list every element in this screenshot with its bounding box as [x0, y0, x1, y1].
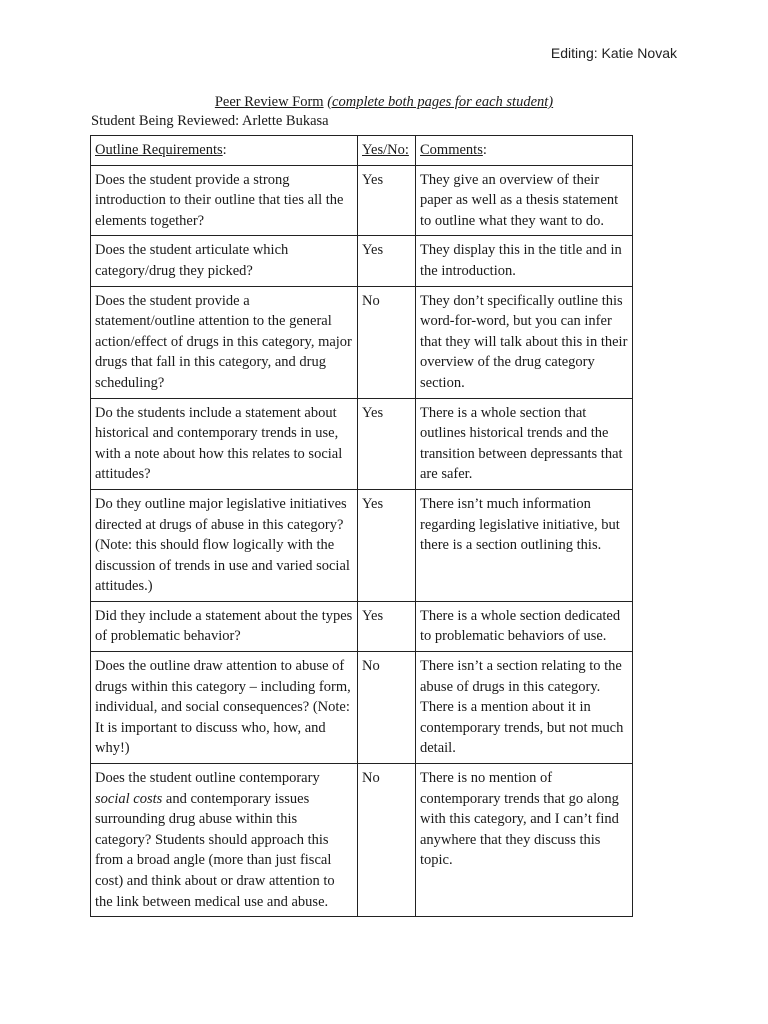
student-being-reviewed: Student Being Reviewed: Arlette Bukasa: [91, 113, 329, 129]
table-row: [91, 165, 633, 236]
requirement-question: Does the outline draw attention to abuse of drugs within this category – including form, individual, and social consequences? (Note: It is important to discuss who, how, and why!): [91, 652, 358, 764]
yes-no-answer: No: [358, 286, 416, 398]
yes-no-answer: Yes: [358, 236, 416, 286]
reviewer-comment: They don’t specifically outline this word-for-word, but you can infer that they will talk about this in their overview of the drug category section.: [416, 286, 633, 398]
header-outline-requirements: Outline Requirements:: [91, 136, 358, 166]
reviewer-comment: There is a whole section that outlines historical trends and the transition between depressants that are safer.: [416, 398, 633, 489]
form-title: [0, 94, 768, 111]
header-comments: Comments:: [416, 136, 633, 166]
header-yes-no: Yes/No:: [358, 136, 416, 166]
form-title-instructions: (complete both pages for each student): [327, 94, 554, 110]
yes-no-answer: Yes: [358, 601, 416, 651]
form-title-main: Peer Review Form: [214, 94, 324, 110]
reviewer-comment: They display this in the title and in the introduction.: [416, 236, 633, 286]
requirement-question: Do the students include a statement about historical and contemporary trends in use, with a note about how this relates to social attitudes?: [91, 398, 358, 489]
yes-no-answer: Yes: [358, 398, 416, 489]
requirement-question: Do they outline major legislative initiatives directed at drugs of abuse in this category? (Note: this should flow logically with the discussion of trends in use and varied social attitudes.): [91, 489, 358, 601]
reviewer-comment: There is no mention of contemporary trends that go along with this category, and I can’t find anywhere that they discuss this topic.: [416, 764, 633, 917]
table-row: [91, 764, 633, 917]
peer-review-table: [90, 135, 633, 917]
table-row: [91, 601, 633, 651]
table-row: [91, 652, 633, 764]
requirement-question: Does the student outline contemporary social costs and contemporary issues surrounding drug abuse within this category? Students should approach this from a broad angle (more than just fiscal cost) and think about or draw attention to the link between medical use and abuse.: [91, 764, 358, 917]
table-row: [91, 286, 633, 398]
editor-label: Editing: Katie Novak: [550, 45, 677, 61]
table-header-row: [91, 136, 633, 166]
requirement-question: Does the student articulate which category/drug they picked?: [91, 236, 358, 286]
emphasis-social-costs: social costs: [95, 790, 163, 807]
table-row: [91, 398, 633, 489]
yes-no-answer: No: [358, 652, 416, 764]
requirement-question: Does the student provide a strong introduction to their outline that ties all the elements together?: [91, 165, 358, 236]
requirement-question: Does the student provide a statement/outline attention to the general action/effect of drugs in this category, major drugs that fall in this category, and drug scheduling?: [91, 286, 358, 398]
table-row: [91, 489, 633, 601]
reviewer-comment: They give an overview of their paper as well as a thesis statement to outline what they want to do.: [416, 165, 633, 236]
yes-no-answer: Yes: [358, 489, 416, 601]
yes-no-answer: No: [358, 764, 416, 917]
requirement-question: Did they include a statement about the types of problematic behavior?: [91, 601, 358, 651]
reviewer-comment: There isn’t much information regarding legislative initiative, but there is a section outlining this.: [416, 489, 633, 601]
reviewer-comment: There is a whole section dedicated to problematic behaviors of use.: [416, 601, 633, 651]
table-row: [91, 236, 633, 286]
yes-no-answer: Yes: [358, 165, 416, 236]
reviewer-comment: There isn’t a section relating to the abuse of drugs in this category. There is a mention about it in contemporary trends, but not much detail.: [416, 652, 633, 764]
